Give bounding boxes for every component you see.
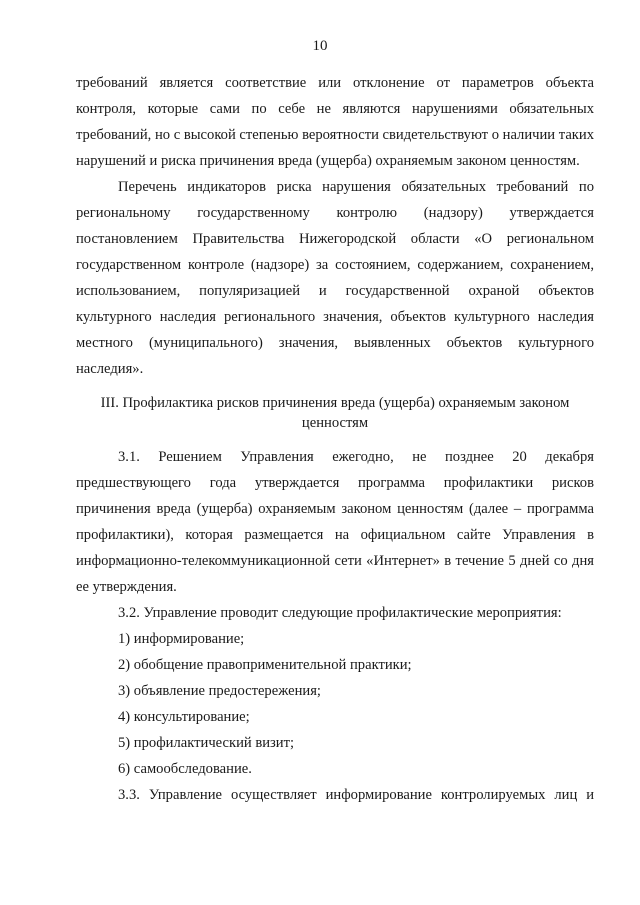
section-heading-line-2: ценностям — [301, 415, 369, 431]
list-item-3: 3) объявление предостережения; — [118, 683, 321, 699]
section-heading-line-1: III. Профилактика рисков причинения вреда (ущерба) охраняемым законом — [100, 395, 570, 411]
document-body — [76, 70, 594, 808]
paragraph-3-1: 3.1. Решением Управления ежегодно, не позднее 20 декабря предшествующего года утверждается программа профилактики рисков причинения вреда (ущерба) охраняемым законом ценностям (далее – программа профилактики), которая размещается на официальном сайте Управления в информационно-телекоммуникационной сети «Интернет» в течение 5 дней со дня ее утверждения. — [76, 449, 594, 595]
list-item-6: 6) самообследование. — [118, 761, 252, 777]
list-item-5: 5) профилактический визит; — [118, 735, 295, 751]
page-number: 10 — [312, 38, 328, 54]
list-item-2: 2) обобщение правоприменительной практики; — [118, 657, 412, 673]
list-item-4: 4) консультирование; — [118, 709, 250, 725]
paragraph-3-2: 3.2. Управление проводит следующие профилактические мероприятия: — [118, 605, 562, 621]
list-item-1: 1) информирование; — [118, 631, 245, 647]
paragraph-continuation: требований является соответствие или отклонение от параметров объекта контроля, которые сами по себе не являются нарушениями обязательных требований, но с высокой степенью вероятности свидетельствуют о наличии таких нарушений и риска причинения вреда (ущерба) охраняемым законом ценностям. — [76, 75, 594, 169]
paragraph-risk-indicators: Перечень индикаторов риска нарушения обязательных требований по региональному государственному контролю (надзору) утверждается постановлением Правительства Нижегородской области «О региональном государственном контроле (надзоре) за состоянием, содержанием, сохранением, использованием, популяризацией и государственной охраной объектов культурного наследия регионального значения, объектов культурного наследия местного (муниципального) значения, выявленных объектов культурного наследия». — [76, 179, 594, 377]
section-heading — [76, 393, 594, 433]
paragraph-3-3: 3.3. Управление осуществляет информирование контролируемых лиц и — [118, 787, 594, 803]
